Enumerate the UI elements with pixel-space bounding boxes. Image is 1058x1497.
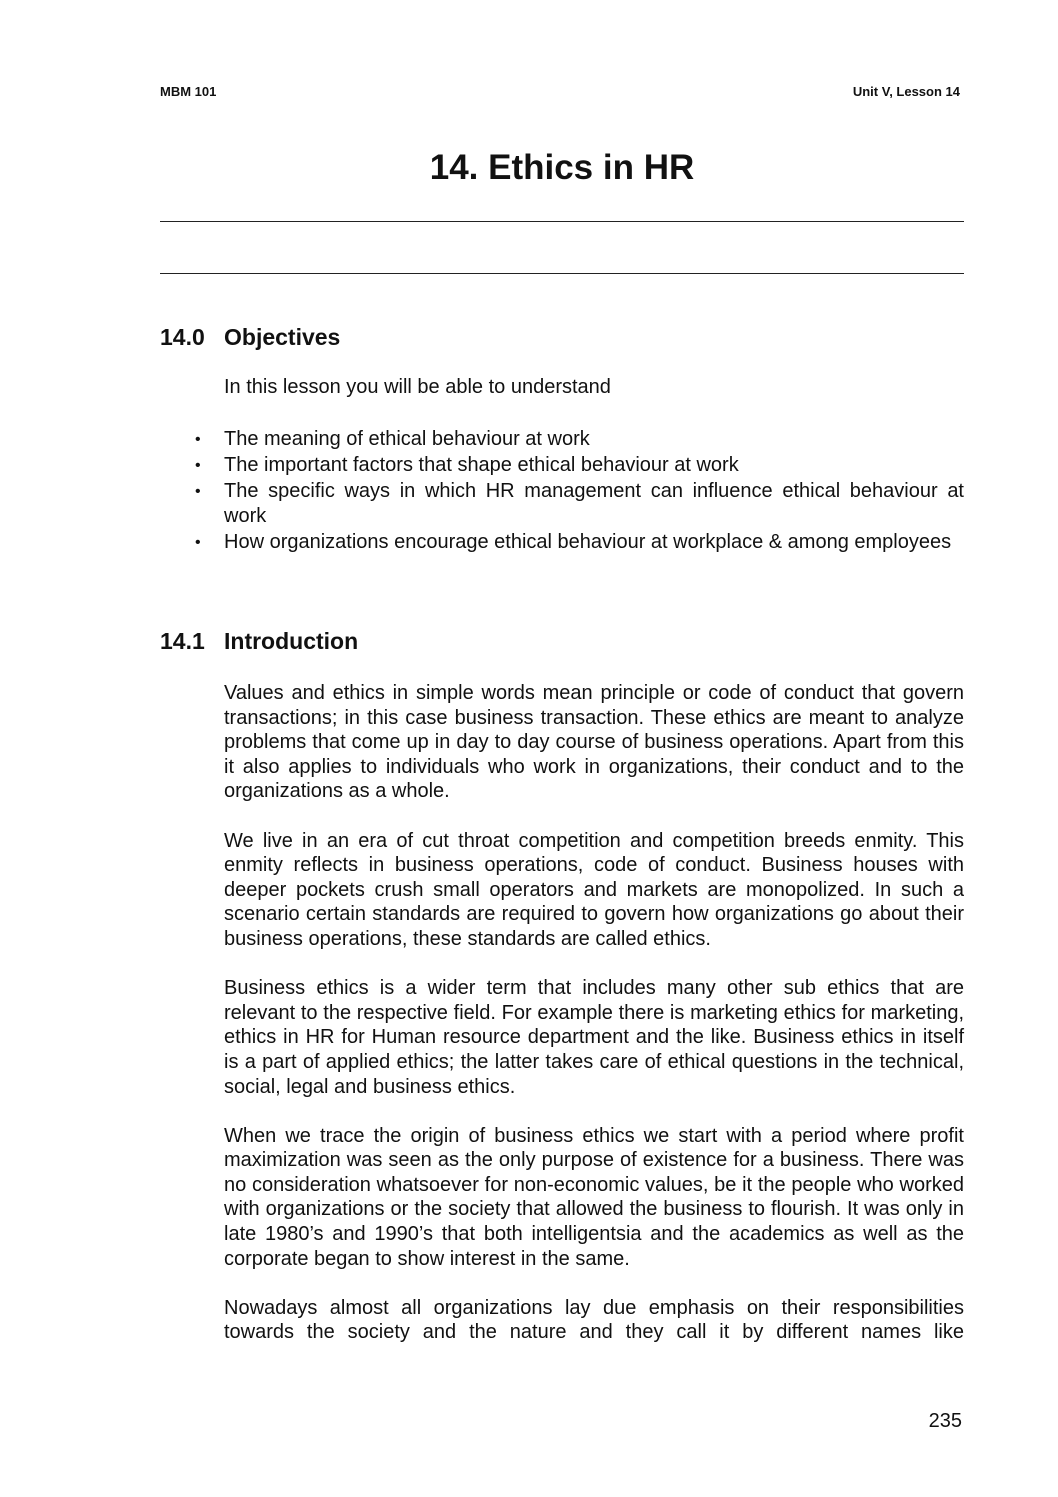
list-item — [195, 479, 964, 529]
list-item — [195, 427, 964, 452]
paragraph: Nowadays almost all organizations lay due emphasis on their responsibilities towards the society and the nature and they call it by different names like — [224, 1296, 964, 1344]
page-number: 235 — [928, 1410, 962, 1432]
page-title: 14. Ethics in HR — [429, 148, 695, 187]
title-divider-top — [160, 221, 964, 222]
bullet-icon: • — [195, 483, 201, 500]
list-item-text: The specific ways in which HR management can influence ethical behaviour at work — [224, 480, 964, 527]
objectives-number: 14.0 — [160, 324, 205, 350]
introduction-body — [224, 681, 964, 1370]
list-item — [195, 453, 964, 478]
objectives-intro: In this lesson you will be able to understand — [224, 376, 611, 398]
list-item — [195, 530, 964, 555]
course-code: MBM 101 — [160, 84, 217, 99]
paragraph: When we trace the origin of business ethics we start with a period where profit maximization was seen as the only purpose of existence for a business. There was no consideration whatsoever for non-economic values, be it the people who worked with organizations or the society that allowed the business to flourish. It was only in late 1980’s and 1990’s that both intelligentsia and the academics as well as the corporate began to show interest in the same. — [224, 1124, 964, 1270]
list-item-text: The meaning of ethical behaviour at work — [224, 428, 590, 450]
introduction-title: Introduction — [224, 628, 359, 654]
objectives-title: Objectives — [224, 324, 341, 350]
page-header — [160, 84, 960, 104]
bullet-icon: • — [195, 534, 201, 551]
paragraph: Values and ethics in simple words mean principle or code of conduct that govern transactions; in this case business transaction. These ethics are meant to analyze problems that come up in day to day course of business operations. Apart from this it also applies to individuals who work in organizations, their conduct and to the organizations as a whole. — [224, 682, 964, 803]
paragraph: Business ethics is a wider term that includes many other sub ethics that are relevant to the respective field. For example there is marketing ethics for marketing, ethics in HR for Human resource department and the like. Business ethics in itself is a part of applied ethics; the latter takes care of ethical questions in the technical, social, legal and business ethics. — [224, 977, 964, 1098]
introduction-number: 14.1 — [160, 628, 205, 654]
list-item-text: How organizations encourage ethical behaviour at workplace & among employees — [224, 531, 952, 553]
objectives-list — [195, 427, 964, 556]
bullet-icon: • — [195, 457, 201, 474]
objectives-heading — [160, 324, 340, 351]
bullet-icon: • — [195, 431, 201, 448]
unit-lesson: Unit V, Lesson 14 — [852, 84, 960, 99]
list-item-text: The important factors that shape ethical behaviour at work — [224, 454, 739, 476]
title-divider-bottom — [160, 273, 964, 274]
paragraph: We live in an era of cut throat competition and competition breeds enmity. This enmity reflects in business operations, code of conduct. Business houses with deeper pockets crush small operators and markets are monopolized. In such a scenario certain standards are required to govern how organizations go about their business operations, these standards are called ethics. — [224, 829, 964, 950]
introduction-heading — [160, 628, 358, 655]
